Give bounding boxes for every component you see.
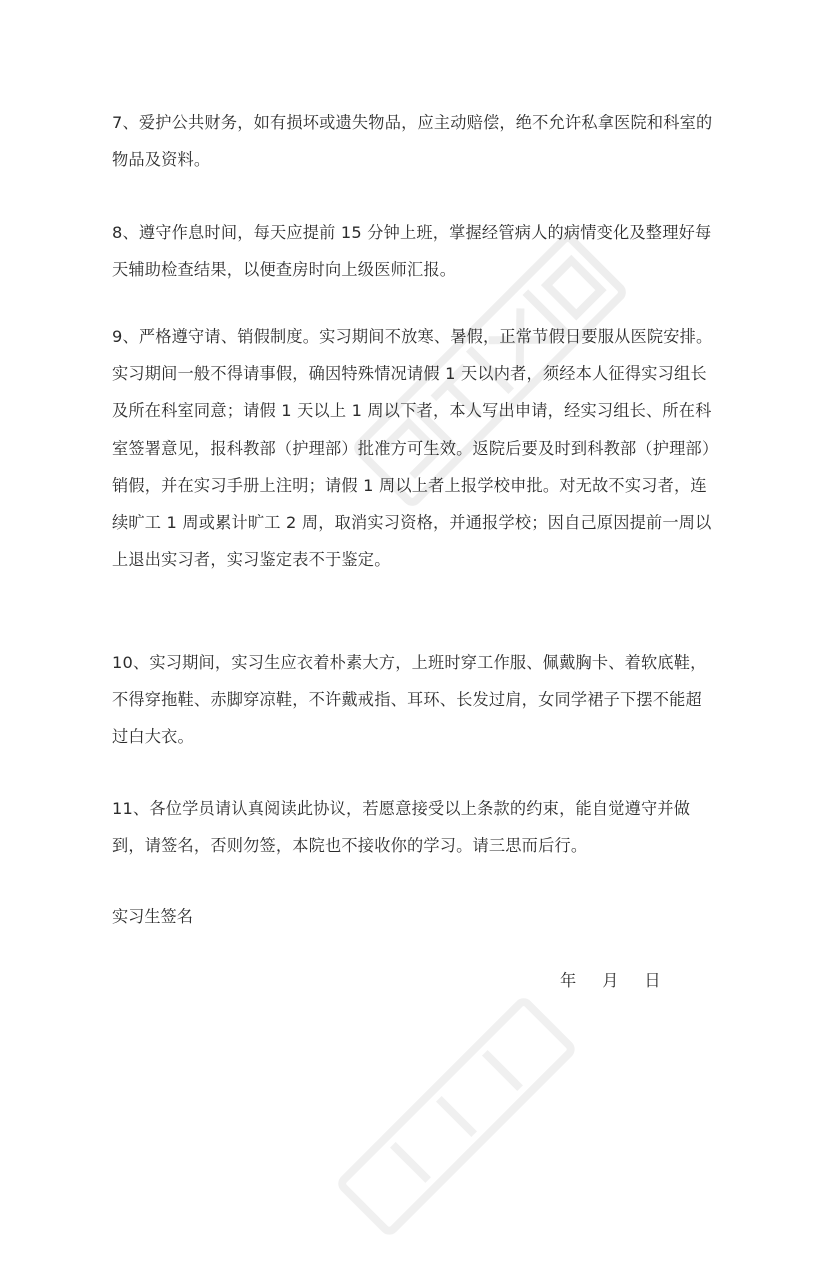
rule-item-9: 9、严格遵守请、销假制度。实习期间不放寒、暑假，正常节假日要服从医院安排。实习期间一般不得请事假，确因特殊情况请假 1 天以内者，须经本人征得实习组长及所在科室同意；请假 1 天以上 1 周以下者，本人写出申请，经实习组长、所在科室签署意见，报科教部（护理部）批准方可生效。返院后要及时到科教部（护理部）销假，并在实习手册上注明；请假 1 周以上者上报学校申批。对无故不实习者，连续旷工 1 周或累计旷工 2 周，取消实习资格，并通报学校；因自己原因提前一周以上退出实习者，实习鉴定表不于鉴定。 [112,327,713,570]
date-day: 日 [644,971,661,990]
rule-item-8: 8、遵守作息时间，每天应提前 15 分钟上班，掌握经管病人的病情变化及整理好每天辅助检查结果，以便查房时向上级医师汇报。 [112,223,712,280]
rule-item-10: 10、实习期间，实习生应衣着朴素大方，上班时穿工作服、佩戴胸卡、着软底鞋，不得穿拖鞋、赤脚穿凉鞋，不许戴戒指、耳环、长发过肩，女同学裙子下摆不能超过白大衣。 [112,653,707,747]
date-year: 年 [560,971,577,990]
rule-item-11: 11、各位学员请认真阅读此协议，若愿意接受以上条款的约束，能自觉遵守并做到，请签名，否则勿签，本院也不接收你的学习。请三思而后行。 [112,799,691,856]
signature-label: 实习生签名 [112,907,193,926]
date-month: 月 [602,971,619,990]
rule-item-7: 7、爱护公共财务，如有损坏或遗失物品，应主动赔偿，绝不允许私拿医院和科室的物品及资料。 [112,113,713,170]
date-line [560,962,661,999]
watermark-logo-bottom [300,960,620,1280]
